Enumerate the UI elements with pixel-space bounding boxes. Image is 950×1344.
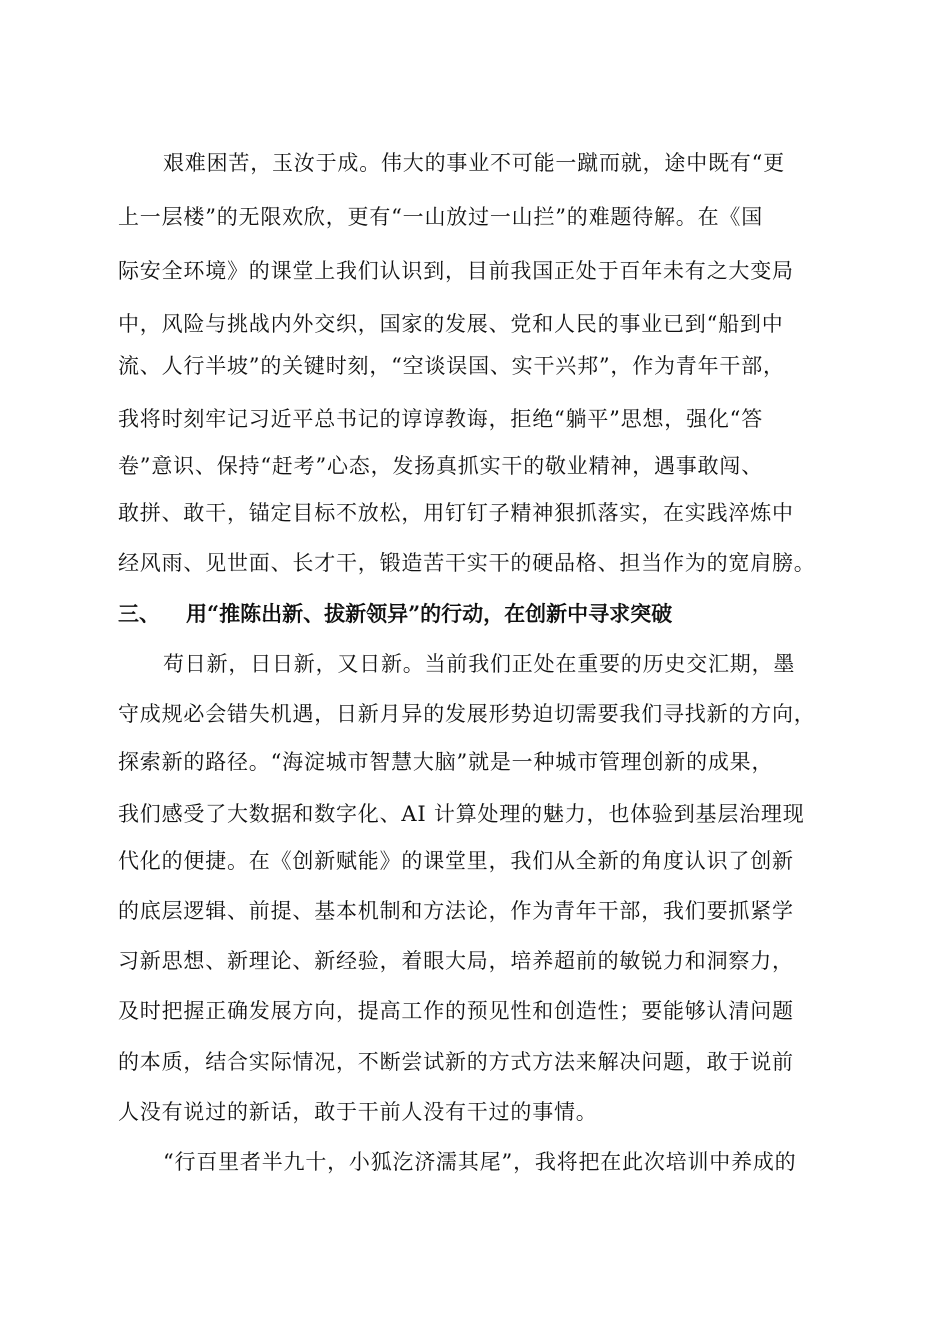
paragraph-line: 流、人行半坡”的关键时刻，“空谈误国、实干兴邦”，作为青年干部， (118, 354, 785, 378)
paragraph-line: 代化的便捷。在《创新赋能》的课堂里，我们从全新的角度认识了创新 (118, 849, 794, 873)
paragraph-line: 艰难困苦，玉汝于成。伟大的事业不可能一蹴而就，途中既有“更 (163, 151, 785, 175)
paragraph-line: 敢拼、敢干，锚定目标不放松，用钉钉子精神狠抓落实，在实践淬炼中 (118, 501, 794, 525)
paragraph-line: 卷”意识、保持“赶考”心态，发扬真抓实干的敬业精神，遇事敢闯、 (118, 454, 764, 478)
paragraph-line: 的本质，结合实际情况，不断尝试新的方式方法来解决问题，敢于说前 (118, 1050, 794, 1074)
paragraph-line: 守成规必会错失机遇，日新月异的发展形势迫切需要我们寻找新的方向， (118, 702, 816, 726)
paragraph-line: 中，风险与挑战内外交织，国家的发展、党和人民的事业已到“船到中 (118, 312, 784, 336)
paragraph-line: 我将时刻牢记习近平总书记的谆谆教诲，拒绝“躺平”思想，强化“答 (118, 407, 764, 431)
paragraph-line: 的底层逻辑、前提、基本机制和方法论，作为青年干部，我们要抓紧学 (118, 899, 794, 923)
paragraph-line: 经风雨、见世面、长才干，锻造苦干实干的硬品格、担当作为的宽肩膀。 (118, 551, 816, 575)
paragraph-line: 我们感受了大数据和数字化、AI 计算处理的魅力，也体验到基层治理现 (118, 802, 805, 826)
paragraph-line: 际安全环境》的课堂上我们认识到，目前我国正处于百年未有之大变局 (118, 259, 794, 283)
section-number: 三、 (118, 601, 160, 626)
paragraph-line: 上一层楼”的无限欢欣，更有“一山放过一山拦”的难题待解。在《国 (118, 205, 764, 229)
section-heading (118, 600, 838, 628)
paragraph-line: 习新思想、新理论、新经验，着眼大局，培养超前的敏锐力和洞察力， (118, 949, 794, 973)
paragraph-line: 苟日新，日日新，又日新。当前我们正处在重要的历史交汇期，墨 (163, 652, 796, 676)
section-title: 用“推陈出新、拔新领异”的行动，在创新中寻求突破 (186, 601, 673, 626)
paragraph-line: “行百里者半九十，小狐汔济濡其尾”，我将把在此次培训中养成的 (163, 1150, 797, 1174)
paragraph-line: 及时把握正确发展方向，提高工作的预见性和创造性；要能够认清问题 (118, 999, 794, 1023)
paragraph-line: 探索新的路径。“海淀城市智慧大脑”就是一种城市管理创新的成果， (118, 750, 774, 774)
paragraph-line: 人没有说过的新话，敢于干前人没有干过的事情。 (118, 1100, 598, 1124)
